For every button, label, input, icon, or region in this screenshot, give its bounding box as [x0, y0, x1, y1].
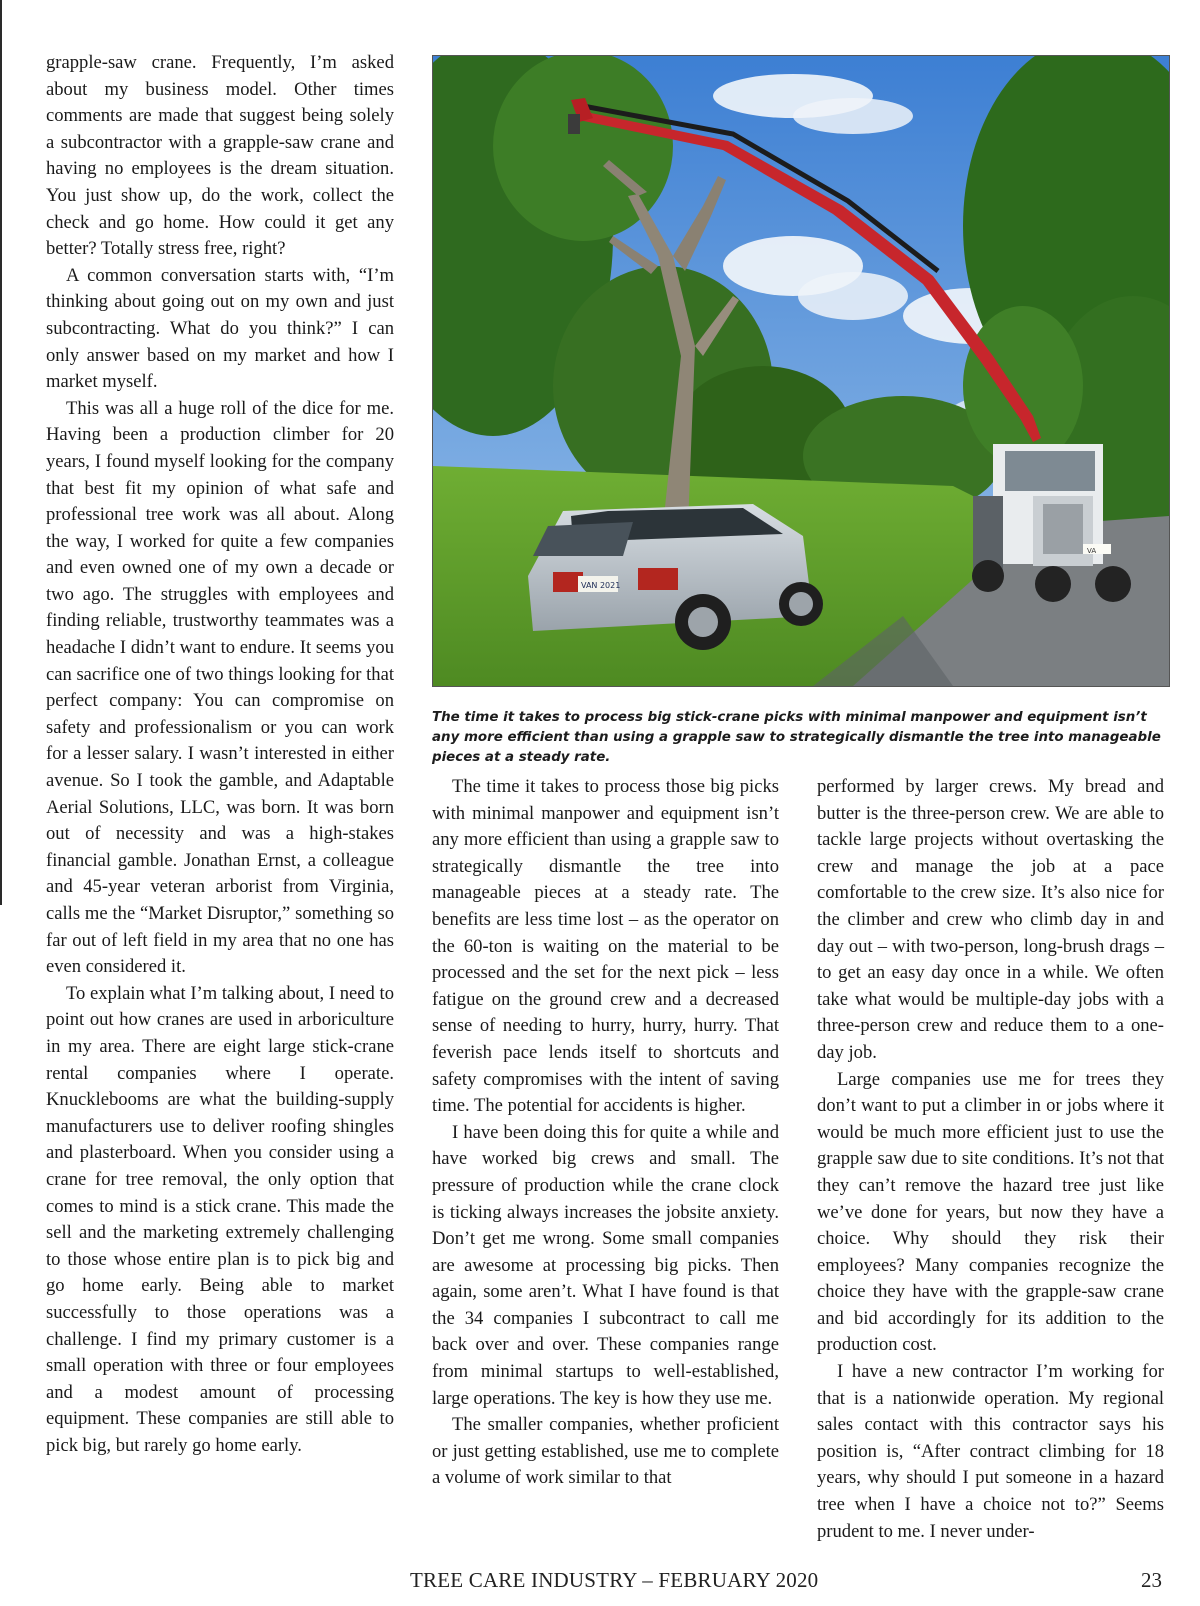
margin-rule	[0, 0, 2, 905]
crane-truck-photo	[432, 55, 1170, 687]
page-number: 23	[1141, 1568, 1162, 1592]
paragraph: The time it takes to process those big picks with minimal manpower and equipment isn’t any more efficient than using a grapple saw to strategically dismantle the tree into manageable pieces at a steady rate. The benefits are less time lost – as the operator on the 60-ton is waiting on the material to be processed and the set for the next pick – less fatigue on the ground crew and a decreased sense of needing to hurry, hurry, hurry. That feverish pace lends itself to shortcuts and safety compromises with the intent of saving time. The potential for accidents is higher.	[432, 776, 779, 1117]
article-column-2	[432, 774, 779, 1492]
truck-license-plate: VA	[1087, 547, 1097, 555]
paragraph: A common conversation starts with, “I’m thinking about going out on my own and just subcontracting. What do you think?” I can only answer based on my market and how I market myself.	[46, 264, 394, 393]
paragraph: grapple-saw crane. Frequently, I’m asked about my business model. Other times comments are made that suggest being solely a subcontractor with a grapple-saw crane and having no employees is the dream situation. You just show up, do the work, collect the check and go home. How could it get any better? Totally stress free, right?	[46, 52, 394, 260]
paragraph: I have a new contractor I’m working for that is a nationwide operation. My regional sales contact with this contractor says his position is, “After contract climbing for 18 years, why should I put someone in a hazard tree when I have a choice not to?” Seems prudent to me. I never under-	[817, 1361, 1164, 1542]
paragraph: I have been doing this for quite a while and have worked big crews and small. The pressure of production while the crane clock is ticking always increases the jobsite anxiety. Don’t get me wrong. Some small companies are awesome at processing big picks. Then again, some aren’t. What I have found is that the 34 companies I subcontract to call me back over and over. These companies range from minimal startups to well-established, large operations. The key is how they use me.	[432, 1121, 779, 1409]
photo-caption: The time it takes to process big stick-crane picks with minimal manpower and equipment isn’t any more efficient than using a grapple saw to strategically dismantle the tree into manageable pieces at a steady rate.	[432, 710, 1161, 765]
article-column-1	[46, 50, 394, 1459]
paragraph: performed by larger crews. My bread and butter is the three-person crew. We are able to tackle large projects without overtasking the crew and manage the job at a pace comfortable to the crew size. It’s also nice for the climber and crew who climb day in and day out – with two-person, long-brush drags – to get an easy day once in a while. We often take what would be multiple-day jobs with a three-person crew and reduce them to a one-day job.	[817, 776, 1164, 1063]
paragraph: To explain what I’m talking about, I need to point out how cranes are used in arboriculture in my area. There are eight large stick-crane rental companies where I operate. Knucklebooms are what the building-supply manufacturers use to deliver roofing shingles and plasterboard. When you consider using a crane for tree removal, the only option that comes to mind is a stick crane. This made the sell and the marketing extremely challenging to those whose entire plan is to pick big and go home early. Being able to market successfully to those operations was a challenge. I find my primary customer is a small operation with three or four employees and a modest amount of processing equipment. These companies are still able to pick big, but rarely go home early.	[46, 982, 394, 1456]
paragraph: The smaller companies, whether proficient or just getting established, use me to complete a volume of work similar to that	[432, 1414, 779, 1489]
paragraph: Large companies use me for trees they don’t want to put a climber in or jobs where it would be much more efficient just to use the grapple saw due to site conditions. It’s not that they can’t remove the hazard tree just like we’ve done for years, but now they have a choice. Why should they risk their employees? Many companies recognize the choice they have with the grapple-saw crane and bid accordingly for its addition to the production cost.	[817, 1068, 1164, 1356]
article-column-3	[817, 774, 1164, 1545]
page-footer	[0, 1568, 1200, 1598]
car-license-plate: VAN 2021	[581, 581, 621, 590]
paragraph: This was all a huge roll of the dice for me. Having been a production climber for 20 years, I found myself looking for the company that best fit my opinion of what safe and professional tree work was all about. Along the way, I worked for quite a few companies and even owned one of my own a decade or two ago. The struggles with employees and finding reliable, trustworthy teammates was a headache I didn’t want to endure. It seems you can sacrifice one of two things looking for that perfect company: You can compromise on safety and professionalism or you can work for a lesser salary. I wasn’t interested in either avenue. So I took the gamble, and Adaptable Aerial Solutions, LLC, was born. It was born out of necessity and was a high-stakes financial gamble. Jonathan Ernst, a colleague and 45-year veteran arborist from Virginia, calls me the “Market Disruptor,” something so far out of left field in my area that no one has even considered it.	[46, 397, 395, 978]
publication-footer: TREE CARE INDUSTRY – FEBRUARY 2020	[410, 1568, 819, 1592]
